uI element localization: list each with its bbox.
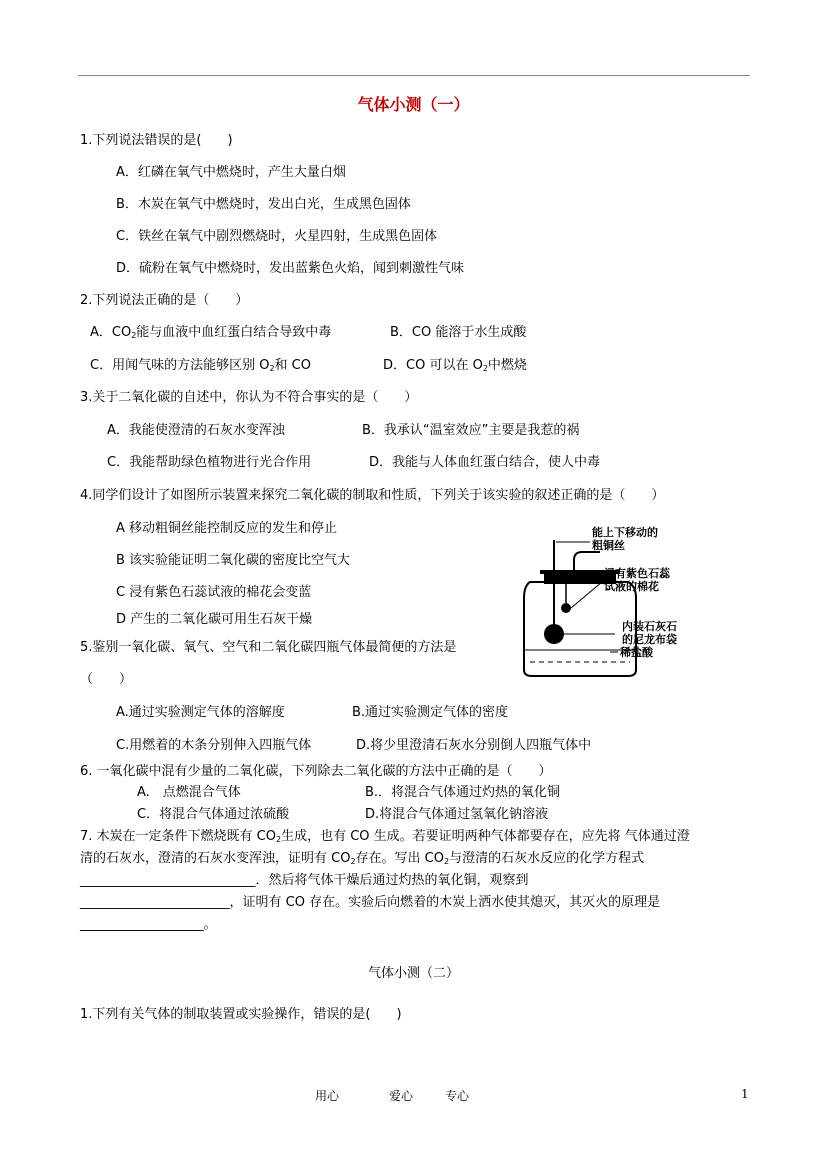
delivery-tube bbox=[574, 552, 600, 570]
cotton-ball bbox=[561, 603, 571, 613]
limestone-bag bbox=[544, 624, 564, 644]
q4-option-b: B 该实验能证明二氧化碳的密度比空气大 bbox=[116, 553, 351, 568]
q7-line-1: 7. 木炭在一定条件下燃烧既有 $CO_2$生成，也有 CO 生成。若要证明两种气体都要存在，应先将 气体通过澄 bbox=[80, 829, 690, 844]
q5-option-b: B.通过实验测定气体的密度 bbox=[352, 705, 509, 720]
label-acid: 稀盐酸 bbox=[620, 646, 653, 659]
q6-option-c: C．将混合气体通过浓硫酸 bbox=[137, 807, 290, 822]
q3-option-d: D．我能与人体血红蛋白结合，使人中毒 bbox=[369, 455, 601, 470]
s2-q1-stem: 1.下列有关气体的制取装置或实验操作，错误的是( ) bbox=[80, 1007, 402, 1022]
q2-option-a: A．$CO_2$能与血液中血红蛋白结合导致中毒 bbox=[90, 325, 332, 340]
label-bag-1: 内装石灰石 bbox=[622, 620, 677, 633]
q6-option-a: A. 点燃混合气体 bbox=[137, 785, 241, 800]
label-wire-2: 粗铜丝 bbox=[592, 539, 625, 552]
q1-option-b: B．木炭在氧气中燃烧时，发出白光，生成黑色固体 bbox=[116, 197, 411, 212]
q7-line-2: 清的石灰水，澄清的石灰水变浑浊，证明有 $CO_2$存在。写出 $CO_2$与澄清的石灰水反应的化学方程式 bbox=[80, 851, 645, 866]
q1-option-d: D．硫粉在氧气中燃烧时，发出蓝紫色火焰，闻到刺激性气味 bbox=[116, 261, 465, 276]
footer-word-3: 专心 bbox=[445, 1089, 470, 1103]
q4-stem: 4.同学们设计了如图所示装置来探究二氧化碳的制取和性质，下列关于该实验的叙述正确的是（ ） bbox=[80, 488, 665, 503]
q7-line-5: ___________________。 bbox=[80, 917, 217, 932]
label-bag-2: 的尼龙布袋 bbox=[622, 633, 677, 646]
q1-option-c: C．铁丝在氧气中剧烈燃烧时，火星四射，生成黑色固体 bbox=[116, 229, 438, 244]
header-rule bbox=[78, 75, 750, 76]
q6-option-b: B.．将混合气体通过灼热的氧化铜 bbox=[365, 785, 561, 800]
q3-stem: 3.关于二氧化碳的自述中，你认为不符合事实的是（ ） bbox=[80, 390, 418, 405]
q5-stem: 5.鉴别一氧化碳、氧气、空气和二氧化碳四瓶气体最简便的方法是 bbox=[80, 640, 457, 655]
q5-option-c: C.用燃着的木条分别伸入四瓶气体 bbox=[116, 738, 312, 753]
q6-option-d: D.将混合气体通过氢氧化钠溶液 bbox=[365, 807, 549, 822]
q7-line-4: _______________________，证明有 CO 存在。实验后向燃着的木炭上洒水使其熄灭，其灭火的原理是 bbox=[80, 895, 661, 910]
q3-option-a: A．我能使澄清的石灰水变浑浊 bbox=[107, 423, 285, 438]
q2-option-b: B．CO 能溶于水生成酸 bbox=[390, 325, 527, 340]
q1-stem: 1.下列说法错误的是( ) bbox=[80, 133, 233, 148]
q6-stem: 6. 一氧化碳中混有少量的二氧化碳，下列除去二氧化碳的方法中正确的是（ ） bbox=[80, 764, 552, 779]
q3-option-c: C．我能帮助绿色植物进行光合作用 bbox=[107, 455, 312, 470]
q2-option-c: C．用闻气味的方法能够区别 $O_2$和 CO bbox=[90, 358, 311, 373]
q1-option-a: A．红磷在氧气中燃烧时，产生大量白烟 bbox=[116, 165, 346, 180]
q2-option-d: D．CO 可以在 $O_2$中燃烧 bbox=[383, 358, 527, 373]
q5-option-a: A.通过实验测定气体的溶解度 bbox=[116, 705, 285, 720]
q5-paren: （ ） bbox=[80, 672, 133, 687]
q5-option-d: D.将少里澄清石灰水分别倒人四瓶气体中 bbox=[356, 738, 592, 753]
q7-line-3: ___________________________．然后将气体干燥后通过灼热的氧化铜，观察到 bbox=[80, 873, 529, 888]
label-cotton-2: 试液的棉花 bbox=[604, 580, 659, 593]
label-wire-1: 能上下移动的 bbox=[592, 526, 658, 539]
label-cotton-1: 浸有紫色石蕊 bbox=[604, 567, 670, 580]
page-number: 1 bbox=[741, 1087, 749, 1101]
q4-option-d: D 产生的二氧化碳可用生石灰干燥 bbox=[116, 612, 313, 627]
q2-stem: 2.下列说法正确的是（ ） bbox=[80, 293, 249, 308]
q3-option-b: B．我承认“温室效应”主要是我惹的祸 bbox=[362, 423, 580, 438]
section-2-title: 气体小测（二） bbox=[367, 966, 459, 981]
q4-option-c: C 浸有紫色石蕊试液的棉花会变蓝 bbox=[116, 585, 312, 600]
footer-word-2: 爱心 bbox=[389, 1089, 414, 1103]
footer-word-1: 用心 bbox=[315, 1089, 340, 1103]
q4-option-a: A 移动粗铜丝能控制反应的发生和停止 bbox=[116, 521, 338, 536]
apparatus-figure bbox=[510, 522, 720, 682]
page-title: 气体小测（一） bbox=[357, 95, 470, 114]
